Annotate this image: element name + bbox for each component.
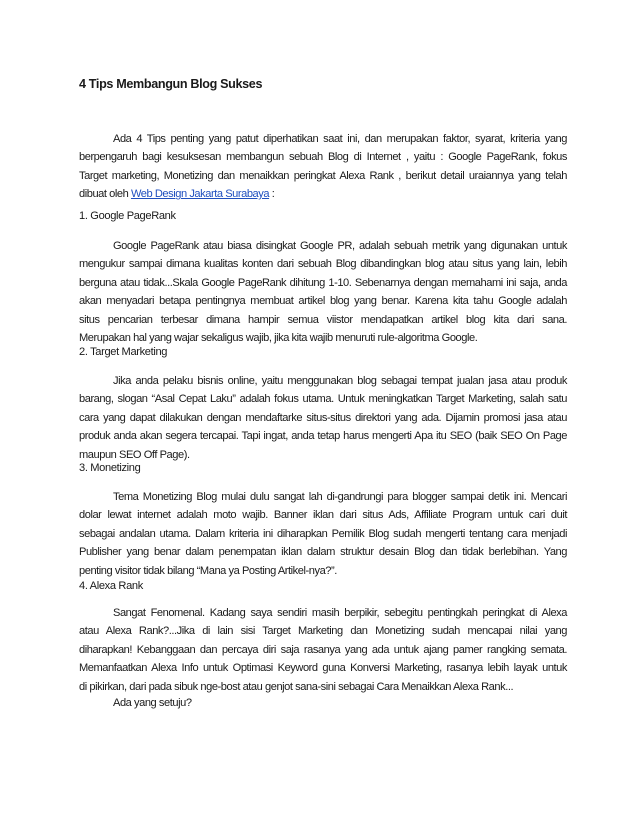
- intro-suffix: :: [269, 188, 275, 201]
- text-line: Memanfaatkan Alexa Info untuk Optimasi Keyword guna Konversi Marketing, rasanya lebih layak untuk: [79, 662, 567, 675]
- text-line: Merupakan hal yang wajar sekaligus wajib, jika kita wajib menuruti rule-algoritma Google.: [79, 331, 478, 344]
- text-line: akan menyadari betapa pentingnya membuat artikel blog yang benar. Karena kita tahu Google adalah: [79, 295, 567, 308]
- closing-paragraph: [79, 694, 567, 712]
- section-heading-target-marketing: 2. Target Marketing: [79, 346, 168, 358]
- text-line: penting visitor tidak bilang “Mana ya Posting Artikel-nya?”.: [79, 564, 337, 577]
- text-line: Google PageRank atau biasa disingkat Google PR, adalah sebuah metrik yang digunakan untuk: [113, 240, 567, 252]
- text-line: berpengaruh bagi kesuksesan membangun sebuah Blog di Internet , yaitu : Google PageRank, fokus: [79, 151, 567, 164]
- section-paragraph-pagerank: [79, 237, 567, 347]
- text-line: atau Alexa Rank?...Jika di lain sisi Target Marketing dan Monetizing sudah mencapai nilai yang: [79, 625, 567, 638]
- web-design-link[interactable]: Web Design Jakarta Surabaya: [130, 188, 270, 201]
- section-heading-alexa-rank: 4. Alexa Rank: [79, 580, 143, 592]
- text-line: barang, slogan “Asal Cepat Laku” adalah fokus utama. Untuk meningkatkan Target Marketing, salah satu: [79, 393, 567, 406]
- text-line: mengukur sampai dimana kualitas konten dari sebuah Blog dibandingkan blog atau situs yang lain, lebih: [79, 258, 567, 271]
- text-line: Ada 4 Tips penting yang patut diperhatikan saat ini, dan merupakan faktor, syarat, kriteria yang: [113, 133, 567, 145]
- section-heading-monetizing: 3. Monetizing: [79, 462, 141, 474]
- text-line: Target marketing, Monetizing dan menaikkan peringkat Alexa Rank , berikut detail uraiannya yang telah: [79, 169, 567, 182]
- text-line: Jika anda pelaku bisnis online, yaitu menggunakan blog sebagai tempat jualan jasa atau produk: [113, 375, 567, 387]
- text-line: sebagai andalan utama. Dalam kriteria ini diharapkan Pemilik Blog sudah mengerti tentang cara menjadi: [79, 527, 567, 540]
- intro-prefix: dibuat oleh: [79, 188, 131, 201]
- section-paragraph-monetizing: [79, 488, 567, 580]
- text-line: produk anda akan segera tercapai. Tapi ingat, anda tetap harus mengerti Apa itu SEO (baik SEO On Page: [79, 430, 567, 443]
- text-line: cara yang dapat dilakukan dengan mendaftarke situs-situs direktori yang ada. Dijamin promosi jasa atau: [79, 411, 567, 424]
- intro-paragraph: [79, 130, 567, 204]
- text-line: Publisher yang benar dalam penempatan iklan dalam struktur desain Blog dan tidak berlebihan. Yang: [79, 546, 567, 559]
- text-line: Tema Monetizing Blog mulai dulu sangat lah di-gandrungi para blogger sampai detik ini. Mencari: [113, 491, 567, 503]
- text-line: situs pencarian terbesar dimana hampir semua viistor mendapatkan artikel blog kita dari sana.: [79, 313, 567, 326]
- text-line: dolar lewat internet adalah moto wajib. Banner iklan dari situs Ads, Affiliate Program untuk cari duit: [79, 509, 567, 522]
- text-line: Sangat Fenomenal. Kadang saya sendiri masih berpikir, sebegitu pentingkah peringkat di Alexa: [113, 607, 567, 619]
- document-title: 4 Tips Membangun Blog Sukses: [79, 77, 263, 91]
- section-paragraph-alexa-rank: [79, 604, 567, 696]
- text-line: maupun SEO Off Page).: [79, 448, 190, 461]
- section-paragraph-target-marketing: [79, 372, 567, 464]
- section-heading-pagerank: 1. Google PageRank: [79, 210, 176, 222]
- text-line: [79, 185, 567, 203]
- text-line: berguna atau tidak...Skala Google PageRank dihitung 1-10. Sebenarnya dengan memahami ini saja, anda: [79, 276, 567, 289]
- closing-line: Ada yang setuju?: [113, 697, 192, 709]
- text-line: diharapkan! Kebanggaan dan percaya diri saja rasanya yang ada untuk ajang pamer rangking semata.: [79, 643, 567, 656]
- text-line: di pikirkan, dari pada sibuk nge-bost atau genjot sana-sini sebagai Cara Menaikkan Alexa Rank...: [79, 680, 514, 693]
